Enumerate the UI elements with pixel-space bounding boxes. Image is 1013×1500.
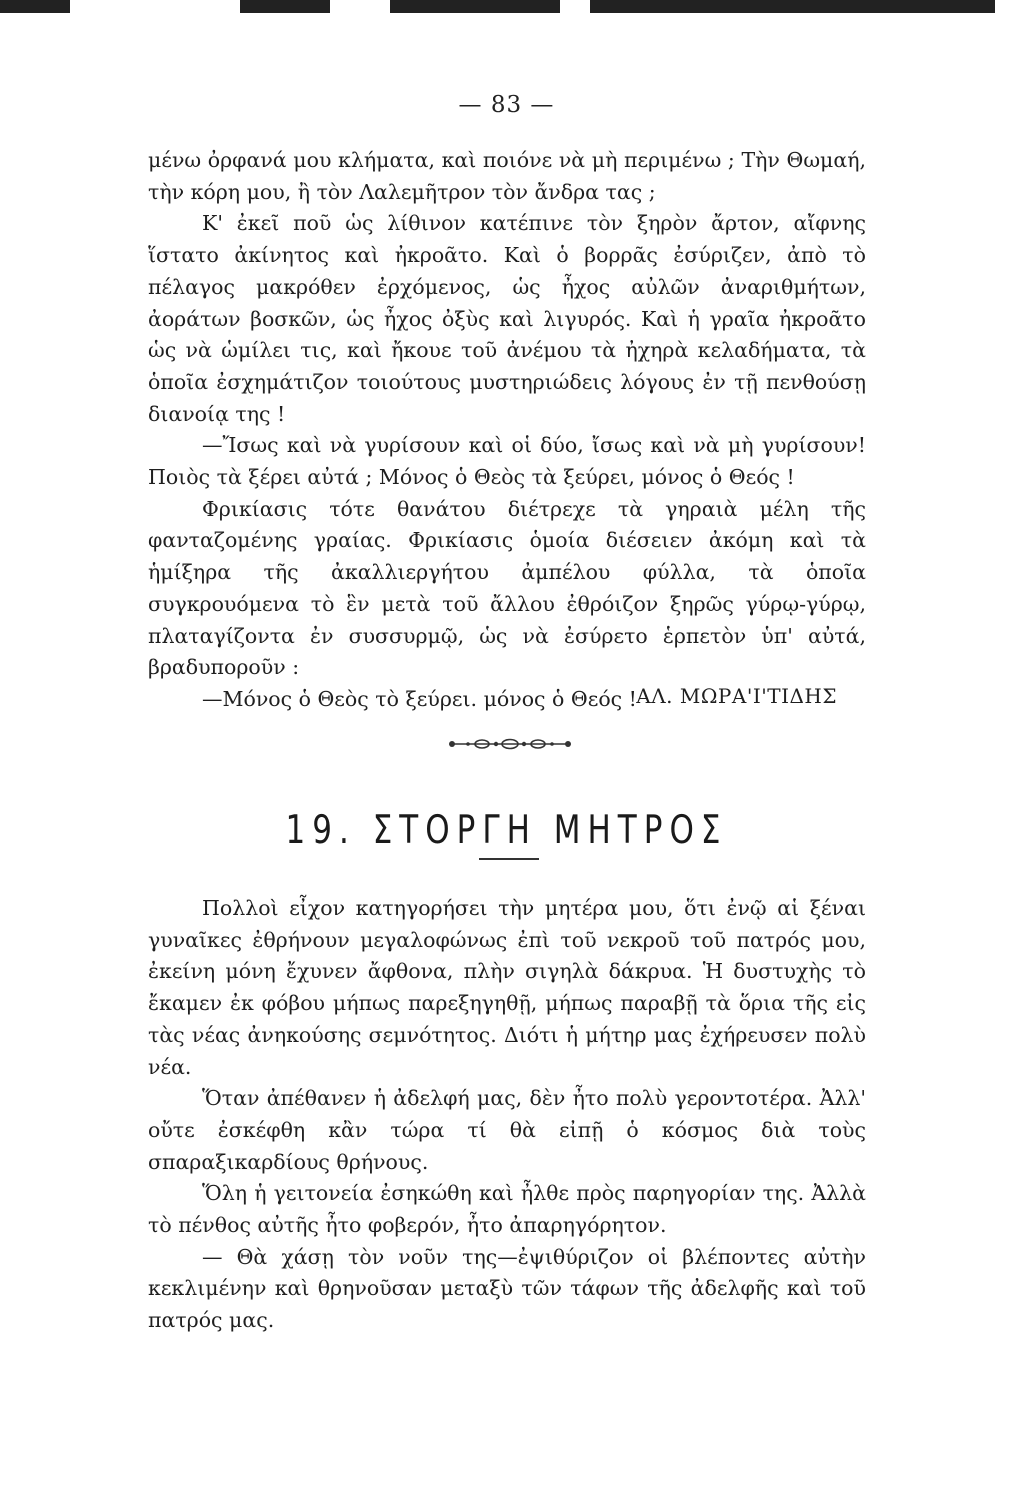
paragraph: μένω ὀρφανά μου κλήματα, καὶ ποιόνε νὰ μὴ περιμένω ; Τὴν Θωμαή, τὴν κόρη μου, ἢ τὸν Λαλεμῆτρον τὸν ἄνδρα τας ; [148,148,866,204]
paragraph: Ὅλη ἡ γειτονεία ἐσηκώθη καὶ ἦλθε πρὸς παρηγορίαν της. Ἀλλὰ τὸ πένθος αὐτῆς ἦτο φοβερόν, ἦτο ἀπαρηγόρητον. [148,1181,866,1238]
story-ending-text [148,145,866,716]
paragraph: Πολλοὶ εἶχον κατηγορήσει τὴν μητέρα μου, ὅτι ἐνῷ αἱ ξέναι γυναῖκες ἐθρήνουν μεγαλοφώνως ἐπὶ τοῦ νεκροῦ τοῦ πατρός μου, ἐκείνη μόνη ἔχυνεν ἄφθονα, πλὴν σιγηλὰ δάκρυα. Ἡ δυστυχὴς τὸ ἔκαμεν ἐκ φόβου μήπως παρεξηγηθῇ, μήπως παραβῇ τὰ ὅρια τῆς εἰς τὰς νέας ἀνηκούσης σεμνότητος. Διότι ἡ μήτηρ μας ἐχήρευσεν πολὺ νέα. [148,896,866,1079]
paragraph: —Ἴσως καὶ νὰ γυρίσουν καὶ οἱ δύο, ἴσως καὶ νὰ μὴ γυρίσουν! Ποιὸς τὰ ξέρει αὐτά ; Μόνος ὁ Θεὸς τὰ ξεύρει, μόνος ὁ Θεός ! [148,433,866,490]
title-underline [479,858,539,860]
author-signature: ΑΛ. ΜΩΡΑ'Ι'ΤΙΔΗΣ [636,684,837,708]
page-number: — 83 — [458,92,555,118]
paragraph: — Θὰ χάσῃ τὸν νοῦν της—ἐψιθύριζον οἱ βλέποντες αὐτὴν κεκλιμένην καὶ θρηνοῦσαν μεταξὺ τῶν τάφων τῆς ἀδελφῆς καὶ τοῦ πατρός μας. [148,1244,866,1333]
chapter-text [148,893,866,1337]
paragraph: —Μόνος ὁ Θεὸς τὸ ξεύρει. μόνος ὁ Θεός ! [202,686,637,711]
paragraph: Φρικίασις τότε θανάτου διέτρεχε τὰ γηραιὰ μέλη τῆς φανταζομένης γραίας. Φρικίασις ὁμοία διέσειεν ἀκόμη καὶ τὰ ἡμίξηρα τῆς ἀκαλλιεργήτου ἀμπέλου φύλλα, τὰ ὁποῖα συγκρουόμενα τὸ ἓν μετὰ τοῦ ἄλλου ἐθρόιζον ξηρῶς γύρῳ-γύρῳ, πλαταγίζοντα ἐν συσσυρμῷ, ὡς νὰ ἐσύρετο ἑρπετὸν ὑπ' αὐτά, βραδυπορoῦν : [148,496,866,680]
chapter-title: 19. ΣΤΟΡΓΗ ΜΗΤΡΟΣ [285,808,728,853]
scan-top-border [0,0,1013,13]
paragraph: Κ' ἐκεῖ ποῦ ὡς λίθινον κατέπινε τὸν ξηρὸν ἄρτον, αἴφνης ἵστατο ἀκίνητος καὶ ἠκροᾶτο. Καὶ ὁ βορρᾶς ἐσύριζεν, ἀπὸ τὸ πέλαγος μακρόθεν ἐρχόμενος, ὡς ἦχος αὐλῶν ἀναριθμήτων, ἀοράτων βοσκῶν, ὡς ἦχος ὀξὺς καὶ λιγυρός. Καὶ ἡ γραῖα ἠκροᾶτο ὡς νὰ ὡμίλει τις, καὶ ἤκουε τοῦ ἀνέμου τὰ ἠχηρὰ κελαδήματα, τὰ ὁποῖα ἐσχημάτιζον τοιούτους μυστηριώδεις λόγους ἐν τῇ πενθούσῃ διανοίᾳ της ! [148,211,866,426]
paragraph: Ὅταν ἀπέθανεν ἡ ἀδελφή μας, δὲν ἦτο πολὺ γεροντοτέρα. Ἀλλ' οὔτε ἐσκέφθη κἂν τώρα τί θὰ εἰπῇ ὁ κόσμος διὰ τοὺς σπαραξικαρδίους θρήνους. [148,1086,866,1174]
floral-divider-icon [448,736,572,752]
